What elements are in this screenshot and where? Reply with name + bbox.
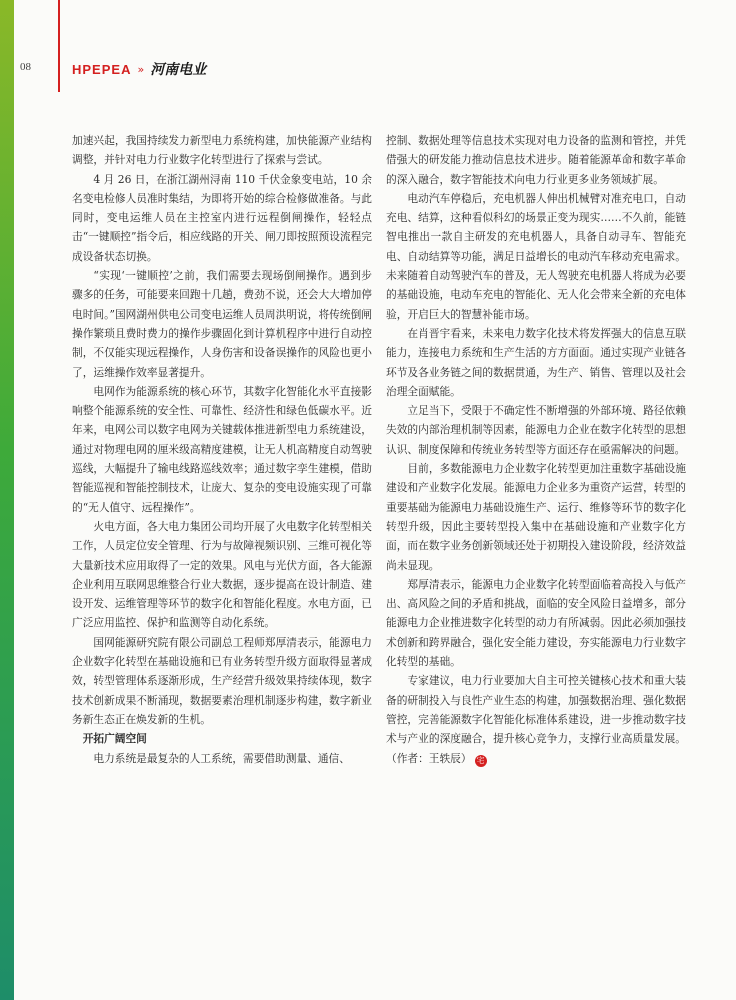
magazine-title: 河南电业 xyxy=(150,62,207,78)
paragraph: 电动汽车停稳后，充电机器人伸出机械臂对准充电口，自动充电、结算，这种看似科幻的场景正变为现实……不久前，能链智电推出一款自主研发的充电机器人，具备自动寻车、智能充电、自动结算等功能，满足日益增长的电动汽车移动充电需求。未来随着自动驾驶汽车的普及，无人驾驶充电机器人将成为必要的基础设施，电动车充电的智能化、无人化会带来全新的充电体验，开启巨大的智慧补能市场。 xyxy=(386,191,686,321)
paragraph: 郑厚清表示，能源电力企业数字化转型面临着高投入与低产出、高风险之间的矛盾和挑战，面临的安全风险日益增多，部分能源电力企业推进数字化转型的动力有所减弱。因此必须加强技术创新和跨界融合，强化安全能力建设，夯实能源电力行业数字化转型的基础。 xyxy=(386,577,686,669)
paragraph: 在肖晋宇看来，未来电力数字化技术将发挥强大的信息互联能力，连接电力系统和生产生活的方方面面。通过实现产业链各环节及各业务链之间的数据贯通，为生产、销售、管理以及社会治理全面赋能。 xyxy=(386,326,686,398)
end-mark-icon: 宅 xyxy=(476,755,485,765)
chevron-right-icon: » xyxy=(137,62,145,76)
paragraph: 加速兴起，我国持续发力新型电力系统构建，加快能源产业结构调整，并针对电力行业数字化转型进行了探索与尝试。 xyxy=(72,134,372,167)
paragraph: 国网能源研究院有限公司副总工程师郑厚清表示，能源电力企业数字化转型在基础设施和已有业务转型升级方面取得显著成效，转型管理体系逐渐形成，生产经营升级效果持续体现，数字技术创新成果不断涌现，数据要素治理机制逐步构建，数字新业务新生态正在焕发新的生机。 xyxy=(72,635,372,726)
header-red-rule xyxy=(58,0,60,92)
paragraph-text: 专家建议，电力行业要加大自主可控关键核心技术和重大装备的研制投入与良性产业生态的构建，加强数据治理、强化数据管控，完善能源数字化智能化标准体系建设，进一步推动数字技术与产业的深度融合，提升核心竞争力，支撑行业高质量发展。（作者：王轶辰） xyxy=(386,674,686,765)
paragraph: 火电方面，各大电力集团公司均开展了火电数字化转型相关工作，人员定位安全管理、行为与故障视频识别、三维可视化等大量新技术应用取得了一定的效果。风电与光伏方面，各大能源企业利用互联网思维整合行业大数据，逐步提高在设计制造、建设开发、运维管理等环节的数字化和智能化程度。水电方面，已广泛应用监控、保护和监测等自动化系统。 xyxy=(72,519,372,630)
right-column xyxy=(386,131,686,768)
paragraph: 电力系统是最复杂的人工系统，需要借助测量、通信、 xyxy=(93,751,350,765)
paragraph: 电网作为能源系统的核心环节，其数字化智能化水平直接影响整个能源系统的安全性、可靠性、经济性和绿色低碳水平。近年来，电网公司以数字电网为关键载体推进新型电力系统建设，通过对物理电网的厘米级高精度建模，让无人机高精度自动驾驶巡线，大幅提升了输电线路巡线效率；通过数字孪生建模，借助智能巡视和智能控制技术，让庞大、复杂的变电设施实现了可靠的“无人值守、远程操作”。 xyxy=(72,384,372,514)
magazine-brand xyxy=(72,60,206,78)
brand-logo: HPEPEA xyxy=(72,61,132,77)
paragraph: 4 月 26 日，在浙江湖州浔南 110 千伏金象变电站，10 余名变电检修人员准时集结，为即将开始的综合检修做准备。与此同时，变电运维人员在主控室内进行远程倒闸操作，轻轻点击“一键顺控”指令后，相应线路的开关、闸刀即按照预设流程完成设备状态切换。 xyxy=(72,172,372,263)
left-column xyxy=(72,131,372,768)
side-color-bar xyxy=(0,0,14,1000)
page-number: 08 xyxy=(20,61,31,73)
paragraph: 目前，多数能源电力企业数字化转型更加注重数字基础设施建设和产业数字化发展。能源电力企业多为重资产运营，转型的重要基础为能源电力基础设施生产、运行、维修等环节的数字化转型升级，因此主要转型投入集中在基础设施和产业数字化方面，而在数字业务创新领域还处于初期投入建设阶段，经济效益尚未显现。 xyxy=(386,462,686,572)
section-heading: 开拓广阔空间 xyxy=(82,732,147,746)
paragraph: 立足当下，受限于不确定性不断增强的外部环境、路径依赖失效的内部治理机制等因素，能源电力企业在数字化转型的思想认识、制度保障和传统业务转型等方面还存在亟需解决的问题。 xyxy=(386,404,686,456)
paragraph: 控制、数据处理等信息技术实现对电力设备的监测和管控，并凭借强大的研发能力推动信息技术进步。随着能源革命和数字革命的深入融合，数字智能技术向电力行业更多业务领域扩展。 xyxy=(386,134,686,186)
paragraph-last xyxy=(386,671,686,767)
paragraph: “实现‘一键顺控’之前，我们需要去现场倒闸操作。遇到步骤多的任务，可能要来回跑十几趟，费劲不说，还会大大增加停电时间。”国网湖州供电公司变电运维人员周洪明说，将传统倒闸操作繁琐且费时费力的操作步骤固化到计算机程序中进行自动控制，不仅能实现远程操作，人身伤害和设备误操作的风险也更小了，运维操作效率显著提升。 xyxy=(72,269,372,379)
